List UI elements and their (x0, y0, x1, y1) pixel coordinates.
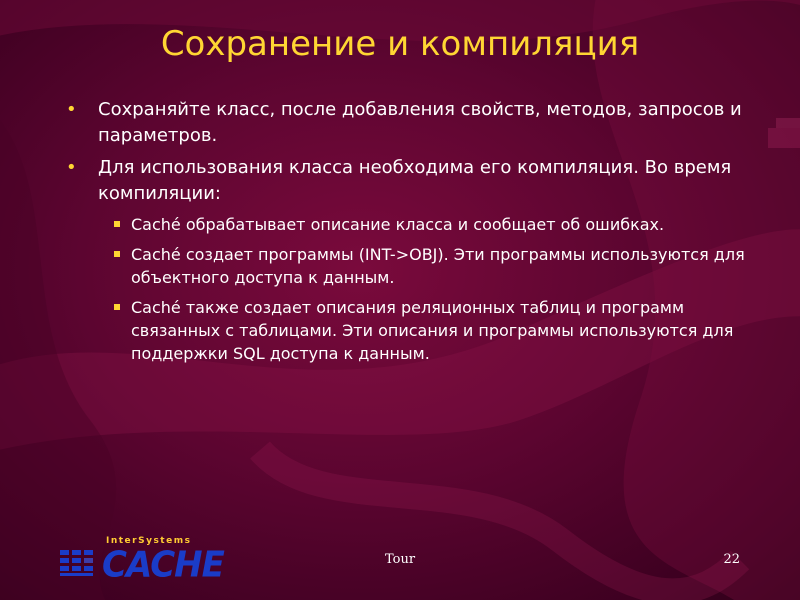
bullet-item-1 (62, 97, 752, 149)
bullet-text: Для использования класса необходима его компиляция. Во время компиляции: (98, 157, 732, 204)
sub-bullet-item-1 (98, 213, 752, 236)
sub-bullet-item-3 (98, 296, 752, 365)
square-bullet-icon (114, 221, 120, 227)
sub-bullet-text: Caché создает программы (INT->OBJ). Эти программы используются для объектного доступа к данным. (131, 245, 745, 287)
bullet-marker: • (66, 157, 77, 178)
slide-content (62, 97, 752, 372)
bullet-marker: • (66, 99, 77, 120)
logo-brand-word: CACHE (102, 544, 224, 586)
bullet-item-2 (62, 155, 752, 365)
slide-title: Сохранение и компиляция (160, 24, 640, 64)
square-bullet-icon (114, 251, 120, 257)
intersystems-cache-logo (58, 536, 224, 586)
sub-bullet-item-2 (98, 243, 752, 289)
bullet-list (62, 97, 752, 365)
sub-bullet-text: Caché также создает описания реляционных таблиц и программ связанных с таблицами. Эти описания и программы используются для поддержки SQL доступа к данным. (131, 298, 734, 363)
sub-bullet-list (98, 213, 752, 365)
cache-logo-mark-icon (58, 548, 98, 578)
logo-brand-top: InterSystems (106, 536, 192, 546)
square-bullet-icon (114, 304, 120, 310)
bullet-text: Сохраняйте класс, после добавления свойств, методов, запросов и параметров. (98, 99, 742, 146)
sub-bullet-text: Caché обрабатывает описание класса и сообщает об ошибках. (131, 215, 665, 234)
footer-text: Tour (384, 552, 416, 567)
page-number: 22 (723, 552, 740, 567)
